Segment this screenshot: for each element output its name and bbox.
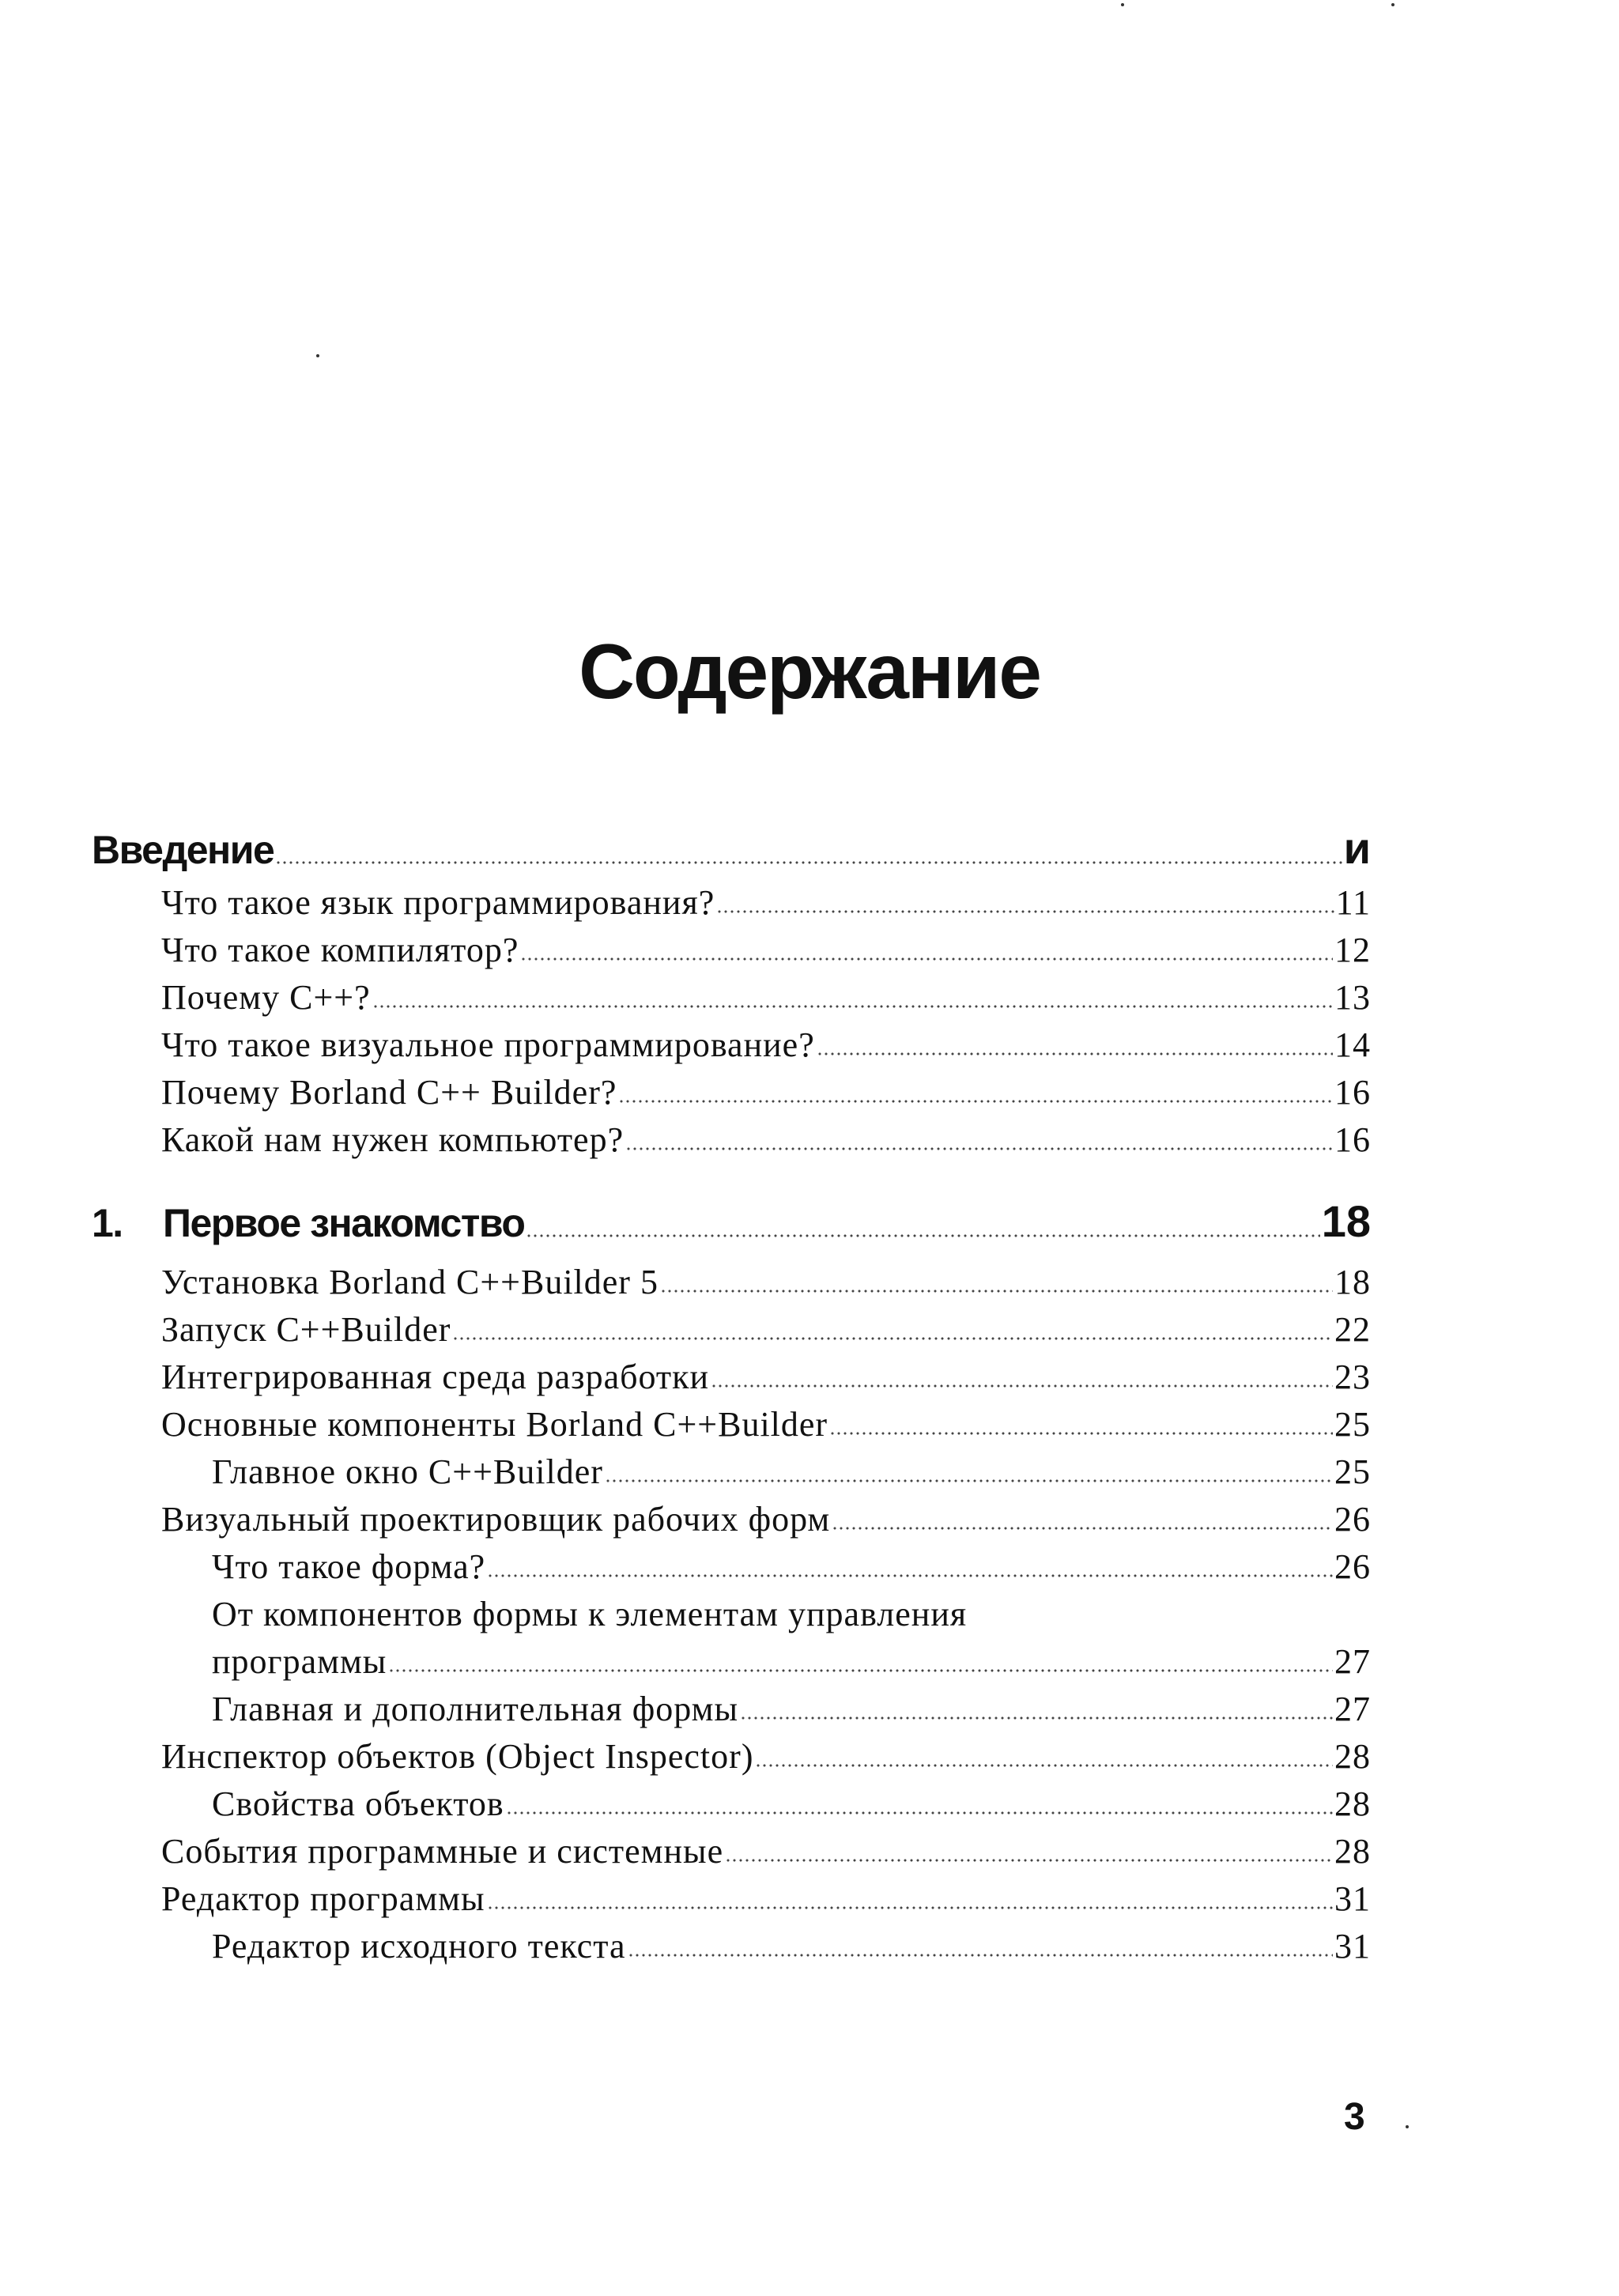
toc-entry-title: Что такое язык программирования? [161, 883, 715, 922]
toc-entry-title: События программные и системные [161, 1832, 724, 1871]
toc-entry-title: Какой нам нужен компьютер? [161, 1120, 625, 1159]
toc-entry[interactable] [161, 1120, 1371, 1160]
toc-entry[interactable] [161, 1072, 1371, 1112]
toc-entry-page: 31 [1334, 1927, 1371, 1966]
toc-entry-title: Почему Borland C++ Builder? [161, 1073, 617, 1112]
toc-entry-page: 18 [1334, 1263, 1371, 1301]
toc-entry[interactable] [161, 1404, 1371, 1444]
dot-leader [388, 1641, 1333, 1682]
toc-entry[interactable] [161, 1262, 1371, 1302]
dot-leader [625, 1120, 1333, 1160]
toc-entry-title: Запуск C++Builder [161, 1310, 451, 1349]
page-title: Содержание [579, 628, 1040, 715]
dot-leader [520, 930, 1333, 970]
toc-entry-title: Основные компоненты Borland C++Builder [161, 1405, 828, 1444]
dot-leader [487, 1546, 1333, 1587]
toc-entry-title: Главное окно C++Builder [212, 1452, 603, 1491]
toc-entry-intro[interactable] [92, 822, 1371, 874]
toc-entry-title: Установка Borland C++Builder 5 [161, 1263, 659, 1301]
toc-entry[interactable] [161, 1309, 1371, 1350]
dot-leader [618, 1072, 1333, 1112]
toc-entry[interactable] [161, 1499, 1371, 1539]
page-number: 3 [1344, 2096, 1365, 2138]
toc-entry-page: и [1343, 823, 1371, 873]
toc-entry-page: 16 [1334, 1120, 1371, 1159]
toc-entry-title: Что такое визуальное программирование? [161, 1025, 815, 1064]
toc-entry-page: 18 [1321, 1196, 1371, 1246]
dot-leader [506, 1784, 1333, 1824]
toc-entry-title: Редактор исходного текста [212, 1927, 626, 1966]
toc-entry[interactable] [161, 930, 1371, 970]
toc-entry-page: 13 [1334, 978, 1371, 1017]
toc-entry-title: Редактор программы [161, 1879, 485, 1918]
dot-leader [711, 1357, 1333, 1397]
toc-entry-page: 25 [1334, 1405, 1371, 1444]
toc-entry-page: 12 [1334, 931, 1371, 969]
toc-entry-page: 16 [1334, 1073, 1371, 1112]
toc-entry-page: 26 [1334, 1547, 1371, 1586]
scan-speck [1406, 2125, 1409, 2128]
dot-leader [660, 1262, 1333, 1302]
toc-entry-page: 11 [1335, 883, 1371, 922]
toc-entry-title: Почему С++? [161, 978, 371, 1017]
dot-leader [817, 1025, 1333, 1065]
toc-entry[interactable] [212, 1546, 1371, 1587]
toc-entry-page: 28 [1334, 1784, 1371, 1823]
toc-entry-page: 22 [1334, 1310, 1371, 1349]
dot-leader [487, 1879, 1333, 1919]
dot-leader [372, 977, 1333, 1018]
toc-entry-title: Первое знакомство [163, 1201, 525, 1245]
toc-entry-page: 23 [1334, 1358, 1371, 1396]
dot-leader [725, 1831, 1333, 1871]
toc-entry-title: Главная и дополнительная формы [212, 1690, 739, 1728]
toc-entry-title: Визуальный проектировщик рабочих форм [161, 1500, 831, 1539]
toc-entry-page: 27 [1334, 1642, 1371, 1681]
toc-entry[interactable] [161, 1025, 1371, 1065]
toc-entry[interactable] [161, 1357, 1371, 1397]
toc-entry[interactable] [161, 1736, 1371, 1777]
dot-leader [716, 882, 1334, 923]
toc-entry[interactable] [212, 1689, 1371, 1729]
toc-entry[interactable] [212, 1452, 1371, 1492]
dot-leader [275, 822, 1342, 874]
dot-leader [740, 1689, 1333, 1729]
dot-leader [628, 1926, 1333, 1966]
toc-entry[interactable] [161, 1879, 1371, 1919]
toc-entry-title: программы [212, 1642, 387, 1681]
toc-entry[interactable] [161, 1831, 1371, 1871]
toc-entry-page: 14 [1334, 1025, 1371, 1064]
toc-entry[interactable] [212, 1641, 1371, 1682]
dot-leader [452, 1309, 1333, 1350]
dot-leader [829, 1404, 1333, 1444]
toc-entry-chapter-1[interactable] [92, 1195, 1371, 1247]
toc-entry[interactable] [212, 1784, 1371, 1824]
toc-entry-title: Что такое форма? [212, 1547, 486, 1586]
toc-entry[interactable] [161, 977, 1371, 1018]
scan-speck [1121, 3, 1124, 6]
dot-leader [605, 1452, 1333, 1492]
dot-leader [755, 1736, 1333, 1777]
toc-entry-page: 27 [1334, 1690, 1371, 1728]
toc-entry-title: Свойства объектов [212, 1784, 504, 1823]
toc-entry[interactable] [161, 882, 1371, 923]
toc-entry-title: Инспектор объектов (Object Inspector) [161, 1737, 754, 1776]
dot-leader [526, 1195, 1319, 1247]
scan-speck [1391, 3, 1394, 6]
toc-entry-page: 26 [1334, 1500, 1371, 1539]
toc-entry-page: 25 [1334, 1452, 1371, 1491]
toc-entry-title: Введение [92, 828, 274, 872]
scan-speck [316, 354, 319, 357]
chapter-number: 1. [92, 1201, 123, 1245]
toc-entry-title: Что такое компилятор? [161, 931, 519, 969]
dot-leader [832, 1499, 1333, 1539]
toc-entry-page: 28 [1334, 1737, 1371, 1776]
toc-entry-page: 28 [1334, 1832, 1371, 1871]
toc-entry-page: 31 [1334, 1879, 1371, 1918]
toc-entry[interactable] [212, 1926, 1371, 1966]
toc-entry-title-line1[interactable]: От компонентов формы к элементам управления [212, 1595, 968, 1633]
toc-entry-title: Интегрированная среда разработки [161, 1358, 710, 1396]
